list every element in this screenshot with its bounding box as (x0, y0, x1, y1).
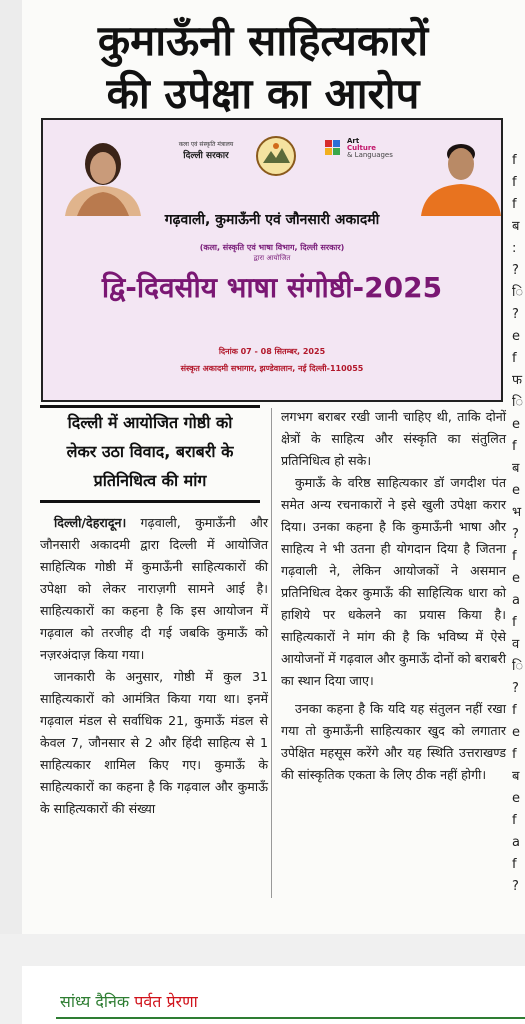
organized-by-text: द्वारा आयोजित (253, 254, 291, 262)
article-paragraph-2-continued: लगभग बराबर रखी जानी चाहिए थी, ताकि दोनों क्षेत्रों के साहित्य और संस्कृति का संतुलित प्रतिनिधित्व हो सके। (281, 409, 506, 468)
subhead-bottom-rule (40, 500, 260, 503)
article-paragraph-1 (40, 512, 268, 666)
article-column-left (40, 512, 268, 820)
acl-art: Art (347, 137, 360, 145)
article-column-right (281, 406, 506, 786)
article-paragraph-4: उनका कहना है कि यदि यह संतुलन नहीं रखा गया तो कुमाऊँनी साहित्यकार खुद को लगातार उपेक्षित महसूस करेंगे और यह स्थिति उत्तराखण्ड की सांस्कृतिक एकता के लिए ठीक नहीं होगी। (281, 701, 506, 782)
art-culture-logo-text (347, 138, 393, 159)
gov-ministry-text: कला एवं संस्कृति मंत्रालय (178, 141, 234, 148)
dateline: दिल्ली/देहरादून। (54, 515, 127, 530)
headline-line-2: की उपेक्षा का आरोप (106, 69, 420, 118)
event-banner (41, 118, 503, 402)
event-date: दिनांक 07 - 08 सितम्बर, 2025 (218, 347, 326, 356)
page-margin (0, 0, 22, 934)
delhi-govt-logo (163, 140, 249, 161)
department-text: (कला, संस्कृति एवं भाषा विभाग, दिल्ली सरकार) (199, 243, 345, 252)
headline (28, 14, 498, 120)
article-paragraph-3: कुमाऊँ के वरिष्ठ साहित्यकार डॉ जगदीश पंत समेत अन्य रचनाकारों ने इसे खुली उपेक्षा करार दिया। उनका कहना है कि कुमाऊँनी भाषा और साहित्य ने भी उतना ही योगदान दिया है जितना गढ़वाली ने, लेकिन आयोजकों ने असमान प्रतिनिधित्व देकर कुमाऊँ की साहित्यिक धारा को हाशिये पर धकेलने का प्रयास किया है। साहित्यकारों ने मांग की है कि भविष्य में ऐसे आयोजनों में गढ़वाल और कुमाऊँ दोनों को बराबरी का स्थान दिया जाए। (281, 475, 506, 688)
subhead-line-1: दिल्ली में आयोजित गोष्ठी को (67, 413, 233, 432)
paragraph-1-text: गढ़वाली, कुमाऊँनी और जौनसारी अकादमी द्वारा दिल्ली में आयोजित साहित्यिक गोष्ठी में कुमाऊँनी साहित्यकारों की उपेक्षा को लेकर नाराज़गी सामने आई है। साहित्यकारों का कहना है कि इस आयोजन में गढ़वाल को तरजीह दी गई जबकि कुमाऊँ को नज़रअंदाज़ किया गया। (40, 515, 268, 662)
sub-headline (40, 408, 260, 495)
academy-name: गढ़वाली, कुमाऊँनी एवं जौनसारी अकादमी (164, 212, 380, 228)
adjacent-article-edge: f f f ब : ? ि ? e f फ ि e f ब e भ ? f e a f व ि ? f e f ब e f a f ? (512, 153, 524, 894)
event-title: द्वि-दिवसीय भाषा संगोष्ठी-2025 (101, 271, 443, 304)
acl-languages: & Languages (347, 151, 393, 159)
man-portrait (413, 130, 509, 216)
academy-emblem-icon (255, 135, 297, 177)
gov-name-text: दिल्ली सरकार (183, 151, 229, 161)
publication-underline (56, 1017, 525, 1019)
article-paragraph-2: जानकारी के अनुसार, गोष्ठी में कुल 31 साहित्यकारों को आमंत्रित किया गया था। इनमें गढ़वाल मंडल से सर्वाधिक 21, कुमाऊँ मंडल से केवल 7, जौनसार से 2 और हिंदी साहित्य से 1 साहित्यकार शामिल किए गए। कुमाऊँ के साहित्यकारों का कहना है कि गढ़वाल और कुमाऊँ के साहित्यकारों की संख्या (40, 669, 268, 816)
publication-name-part-2: पर्वत प्रेरणा (134, 992, 198, 1011)
acl-culture: Culture (347, 144, 377, 152)
woman-portrait (55, 130, 151, 216)
subhead-line-3: प्रतिनिधित्व की मांग (93, 471, 207, 490)
publication-name-part-1: सांध्य दैनिक (60, 992, 135, 1011)
subhead-line-2: लेकर उठा विवाद, बराबरी के (66, 442, 234, 461)
column-divider (271, 408, 272, 898)
event-venue: संस्कृत अकादमी सभागार, झण्डेवालान, नई दिल्ली-110055 (180, 364, 364, 373)
publication-name[interactable] (60, 990, 198, 1012)
headline-line-1: कुमाऊँनी साहित्यकारों (97, 16, 429, 65)
